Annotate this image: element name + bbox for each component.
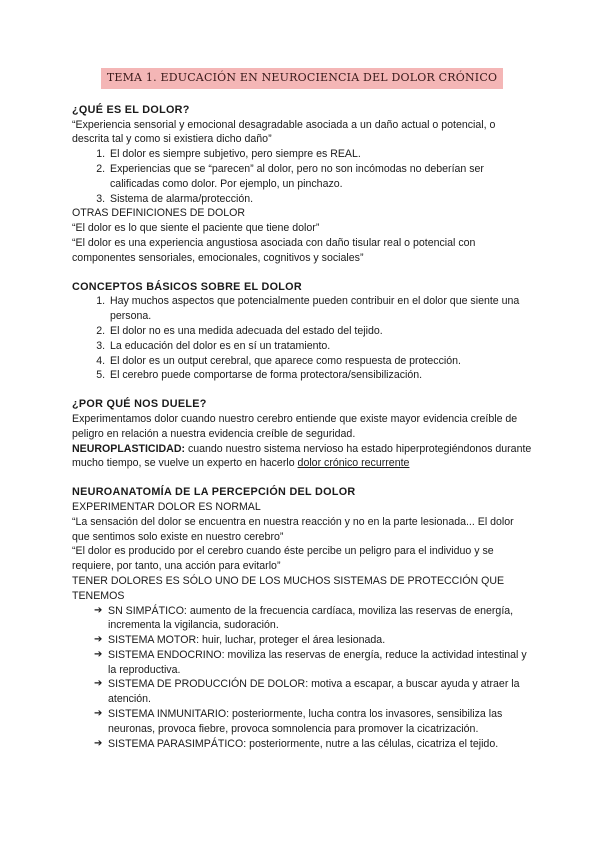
definition-quote: “El dolor es una experiencia angustiosa asociada con daño tisular real o potencial con componentes sensoriales, emocionales, cognitivos y sociales” [72,236,476,264]
title-wrap [72,68,532,89]
list-item: 3. La educación del dolor es en sí un tratamiento. [108,339,532,354]
list-item-text: SISTEMA DE PRODUCCIÓN DE DOLOR: motiva a escapar, a buscar ayuda y atraer la atención. [108,678,520,706]
section-por-que-nos-duele [72,397,532,471]
arrow-right-icon: ➔ [94,737,103,749]
list-item [94,633,532,648]
numbered-list [72,294,532,383]
arrow-list [72,604,532,752]
list-item-text: SN SIMPÁTICO: aumento de la frecuencia cardíaca, moviliza las reservas de energía, incrementa la vigilancia, sudoración. [108,604,514,632]
term-text: cuando nuestro sistema nervioso ha estado hiperprotegiéndonos durante mucho tiempo, se vuelve un experto en hacerlo [72,442,532,470]
definition-quote: “El dolor es lo que siente el paciente que tiene dolor” [72,222,320,235]
subheading: EXPERIMENTAR DOLOR ES NORMAL [72,500,261,513]
quote: “La sensación del dolor se encuentra en nuestra reacción y no en la parte lesionada... El dolor que sentimos solo existe en nuestro cerebro” [72,515,514,543]
list-item-text: SISTEMA ENDOCRINO: moviliza las reservas de energía, reduce la actividad intestinal y la reproductiva. [108,648,527,676]
paragraph: Experimentamos dolor cuando nuestro cerebro entiende que existe mayor evidencia creíble de peligro en relación a nuestra evidencia creíble de seguridad. [72,412,518,440]
section-heading: NEUROANATOMÍA DE LA PERCEPCIÓN DEL DOLOR [72,486,356,499]
list-item: 3. Sistema de alarma/protección. [108,192,532,207]
definition-quote: “Experiencia sensorial y emocional desagradable asociada a un daño actual o potencial, o descrita tal y como si existiera dicho daño” [72,118,496,146]
arrow-right-icon: ➔ [94,678,103,690]
list-item-text: SISTEMA PARASIMPÁTICO: posteriormente, nutre a las células, cicatriza el tejido. [108,737,499,750]
list-item [94,677,532,707]
arrow-right-icon: ➔ [94,634,103,646]
numbered-list [72,147,532,206]
document-page [72,68,532,765]
list-item: 5. El cerebro puede comportarse de forma protectora/sensibilización. [108,368,532,383]
neuroplasticity-paragraph [72,442,532,472]
list-item: 1. Hay muchos aspectos que potencialmente pueden contribuir en el dolor que siente una persona. [108,294,532,324]
list-item: 1. El dolor es siempre subjetivo, pero siempre es REAL. [108,147,532,162]
list-item: 2. Experiencias que se “parecen” al dolor, pero no son incómodas no deberían ser calificadas como dolor. Por ejemplo, un pinchazo. [108,162,532,192]
subheading: OTRAS DEFINICIONES DE DOLOR [72,207,246,220]
quote: “El dolor es producido por el cerebro cuando éste percibe un peligro para el individuo y se requiere, por tanto, una acción para evitarlo” [72,545,494,573]
arrow-right-icon: ➔ [94,604,103,616]
list-item: 4. El dolor es un output cerebral, que aparece como respuesta de protección. [108,354,532,369]
list-item-text: SISTEMA INMUNITARIO: posteriormente, lucha contra los invasores, sensibiliza las neuronas, provoca fiebre, provoca somnolencia para promover la cicatrización. [108,708,503,735]
list-item: 2. El dolor no es una medida adecuada del estado del tejido. [108,324,532,339]
list-item [94,604,532,634]
underlined-term: dolor crónico recurrente [297,457,410,470]
caps-statement: TENER DOLORES ES SÓLO UNO DE LOS MUCHOS SISTEMAS DE PROTECCIÓN QUE TENEMOS [72,574,505,602]
section-heading: ¿QUÉ ES EL DOLOR? [72,103,190,116]
section-heading: ¿POR QUÉ NOS DUELE? [72,398,207,411]
section-que-es-el-dolor [72,103,532,266]
section-neuroanatomia [72,485,532,751]
arrow-right-icon: ➔ [94,708,103,720]
term-label: NEUROPLASTICIDAD: [72,442,185,455]
list-item [94,707,532,737]
list-item [94,737,532,752]
list-item-text: SISTEMA MOTOR: huir, luchar, proteger el área lesionada. [108,634,386,647]
list-item [94,648,532,678]
document-title: TEMA 1. EDUCACIÓN EN NEUROCIENCIA DEL DOLOR CRÓNICO [101,68,503,89]
arrow-right-icon: ➔ [94,648,103,660]
section-heading: CONCEPTOS BÁSICOS SOBRE EL DOLOR [72,280,302,293]
section-conceptos-basicos [72,280,532,384]
